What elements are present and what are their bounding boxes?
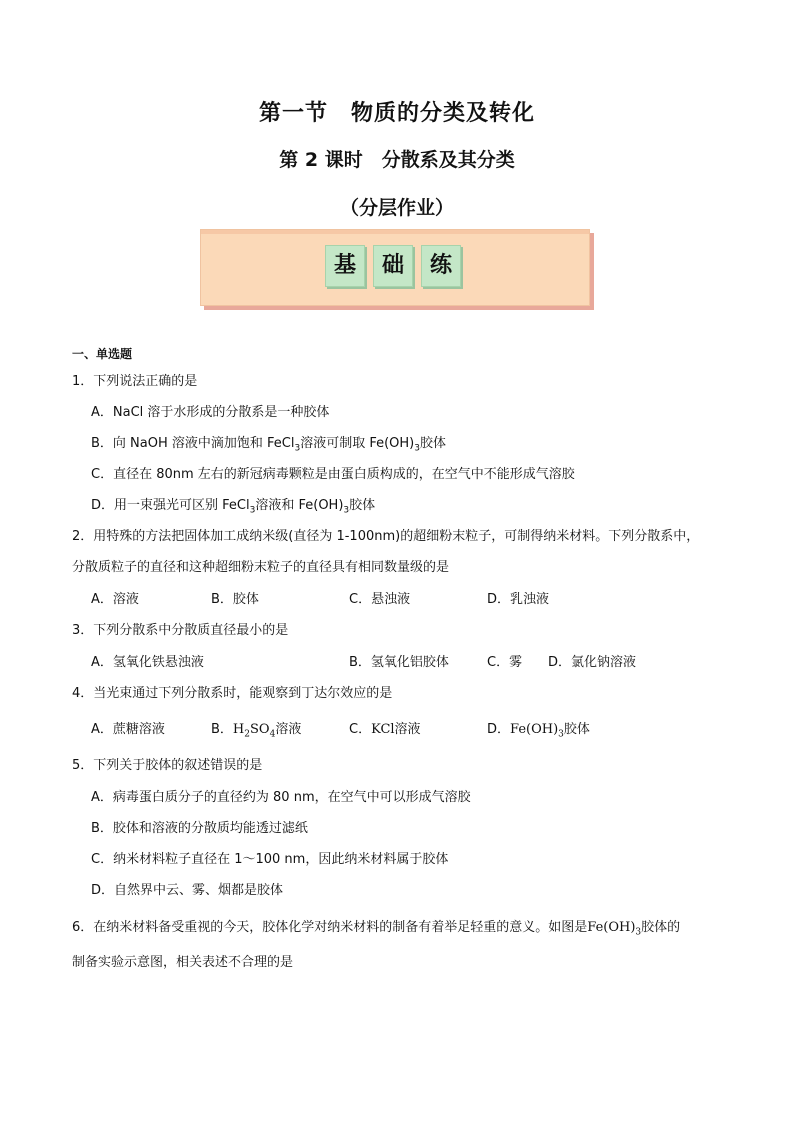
option-text: 胶体 xyxy=(563,722,590,737)
question-5-option-d: D．自然界中云、雾、烟都是胶体 xyxy=(91,883,284,898)
subscript: 3 xyxy=(414,443,420,454)
option-text: 溶液和 Fe(OH) xyxy=(255,498,344,513)
question-1-stem: 1．下列说法正确的是 xyxy=(72,374,198,389)
banner-char: 基 xyxy=(325,245,365,287)
question-5-option-b: B．胶体和溶液的分散质均能透过滤纸 xyxy=(91,821,308,836)
subscript: 2 xyxy=(244,729,250,740)
subscript: 3 xyxy=(294,443,301,454)
stem-text: 6．在纳米材料备受重视的今天，胶体化学对纳米材料的制备有着举足轻重的意义。如图是 xyxy=(72,920,588,935)
section-title: 第一节 物质的分类及转化 xyxy=(258,101,535,126)
question-5-stem: 5．下列关于胶体的叙述错误的是 xyxy=(72,758,263,773)
section-heading: 一、单选题 xyxy=(72,347,133,361)
question-1-option-b xyxy=(91,432,446,454)
question-6-stem-continued: 制备实验示意图，相关表述不合理的是 xyxy=(72,955,294,970)
question-5-option-a: A．病毒蛋白质分子的直径约为 80 nm，在空气中可以形成气溶胶 xyxy=(91,790,471,805)
lesson-title: 第 2 课时 分散系及其分类 xyxy=(279,149,515,171)
basic-practice-banner xyxy=(200,229,590,306)
formula-text: Fe(OH) xyxy=(510,722,559,737)
subscript: 3 xyxy=(558,729,564,740)
question-4-option-d xyxy=(487,718,590,740)
subscript: 3 xyxy=(635,927,642,938)
question-2-option-d: D．乳浊液 xyxy=(487,592,550,607)
question-2-option-a: A．溶液 xyxy=(91,592,139,607)
formula-text: H xyxy=(232,722,245,737)
option-text: 胶体 xyxy=(349,498,376,513)
option-label: C． xyxy=(349,722,372,737)
question-5-option-c: C．纳米材料粒子直径在 1～100 nm，因此纳米材料属于胶体 xyxy=(91,852,449,867)
question-2-stem-continued: 分散质粒子的直径和这种超细粉末粒子的直径具有相同数量级的是 xyxy=(72,560,450,575)
option-label: D． xyxy=(487,722,511,737)
tier-label: （分层作业） xyxy=(339,197,454,219)
stem-text: 胶体的 xyxy=(641,920,681,935)
option-text: 溶液可制取 Fe(OH) xyxy=(300,436,415,451)
option-text: D．用一束强光可区别 FeCl xyxy=(91,498,250,513)
banner-char: 练 xyxy=(421,245,461,287)
formula-text: SO xyxy=(250,722,270,737)
question-2-option-c: C．悬浊液 xyxy=(349,592,411,607)
banner-char: 础 xyxy=(373,245,413,287)
formula-text: KCl xyxy=(371,722,395,737)
question-1-option-d xyxy=(91,494,375,516)
question-3-option-b: B．氢氧化铝胶体 xyxy=(349,655,449,670)
question-1-option-a: A．NaCl 溶于水形成的分散系是一种胶体 xyxy=(91,405,330,420)
question-3-option-d: D．氯化钠溶液 xyxy=(548,655,637,670)
question-1-option-c: C．直径在 80nm 左右的新冠病毒颗粒是由蛋白质构成的，在空气中不能形成气溶胶 xyxy=(91,467,575,482)
option-text: 溶液 xyxy=(275,722,302,737)
question-2-stem: 2．用特殊的方法把固体加工成纳米级(直径为 1-100nm)的超细粉末粒子，可制得纳米材料。下列分散系中， xyxy=(72,529,700,544)
question-4-option-b xyxy=(211,718,301,740)
question-3-stem: 3．下列分散系中分散质直径最小的是 xyxy=(72,623,289,638)
option-text: 溶液 xyxy=(394,722,421,737)
question-3-option-c: C．雾 xyxy=(487,655,523,670)
subscript: 3 xyxy=(249,505,256,516)
subscript: 4 xyxy=(269,729,276,740)
option-text: 胶体 xyxy=(420,436,447,451)
subscript: 3 xyxy=(343,505,350,516)
question-4-stem: 4．当光束通过下列分散系时，能观察到丁达尔效应的是 xyxy=(72,686,393,701)
question-4-option-c xyxy=(349,718,421,737)
question-2-option-b: B．胶体 xyxy=(211,592,259,607)
formula-text: Fe(OH) xyxy=(587,920,636,935)
question-4-option-a: A．蔗糖溶液 xyxy=(91,722,165,737)
option-text: B．向 NaOH 溶液中滴加饱和 FeCl xyxy=(91,436,295,451)
banner-characters xyxy=(325,245,461,287)
option-label: B． xyxy=(211,722,233,737)
question-3-option-a: A．氢氧化铁悬浊液 xyxy=(91,655,204,670)
question-6-stem xyxy=(72,916,680,938)
